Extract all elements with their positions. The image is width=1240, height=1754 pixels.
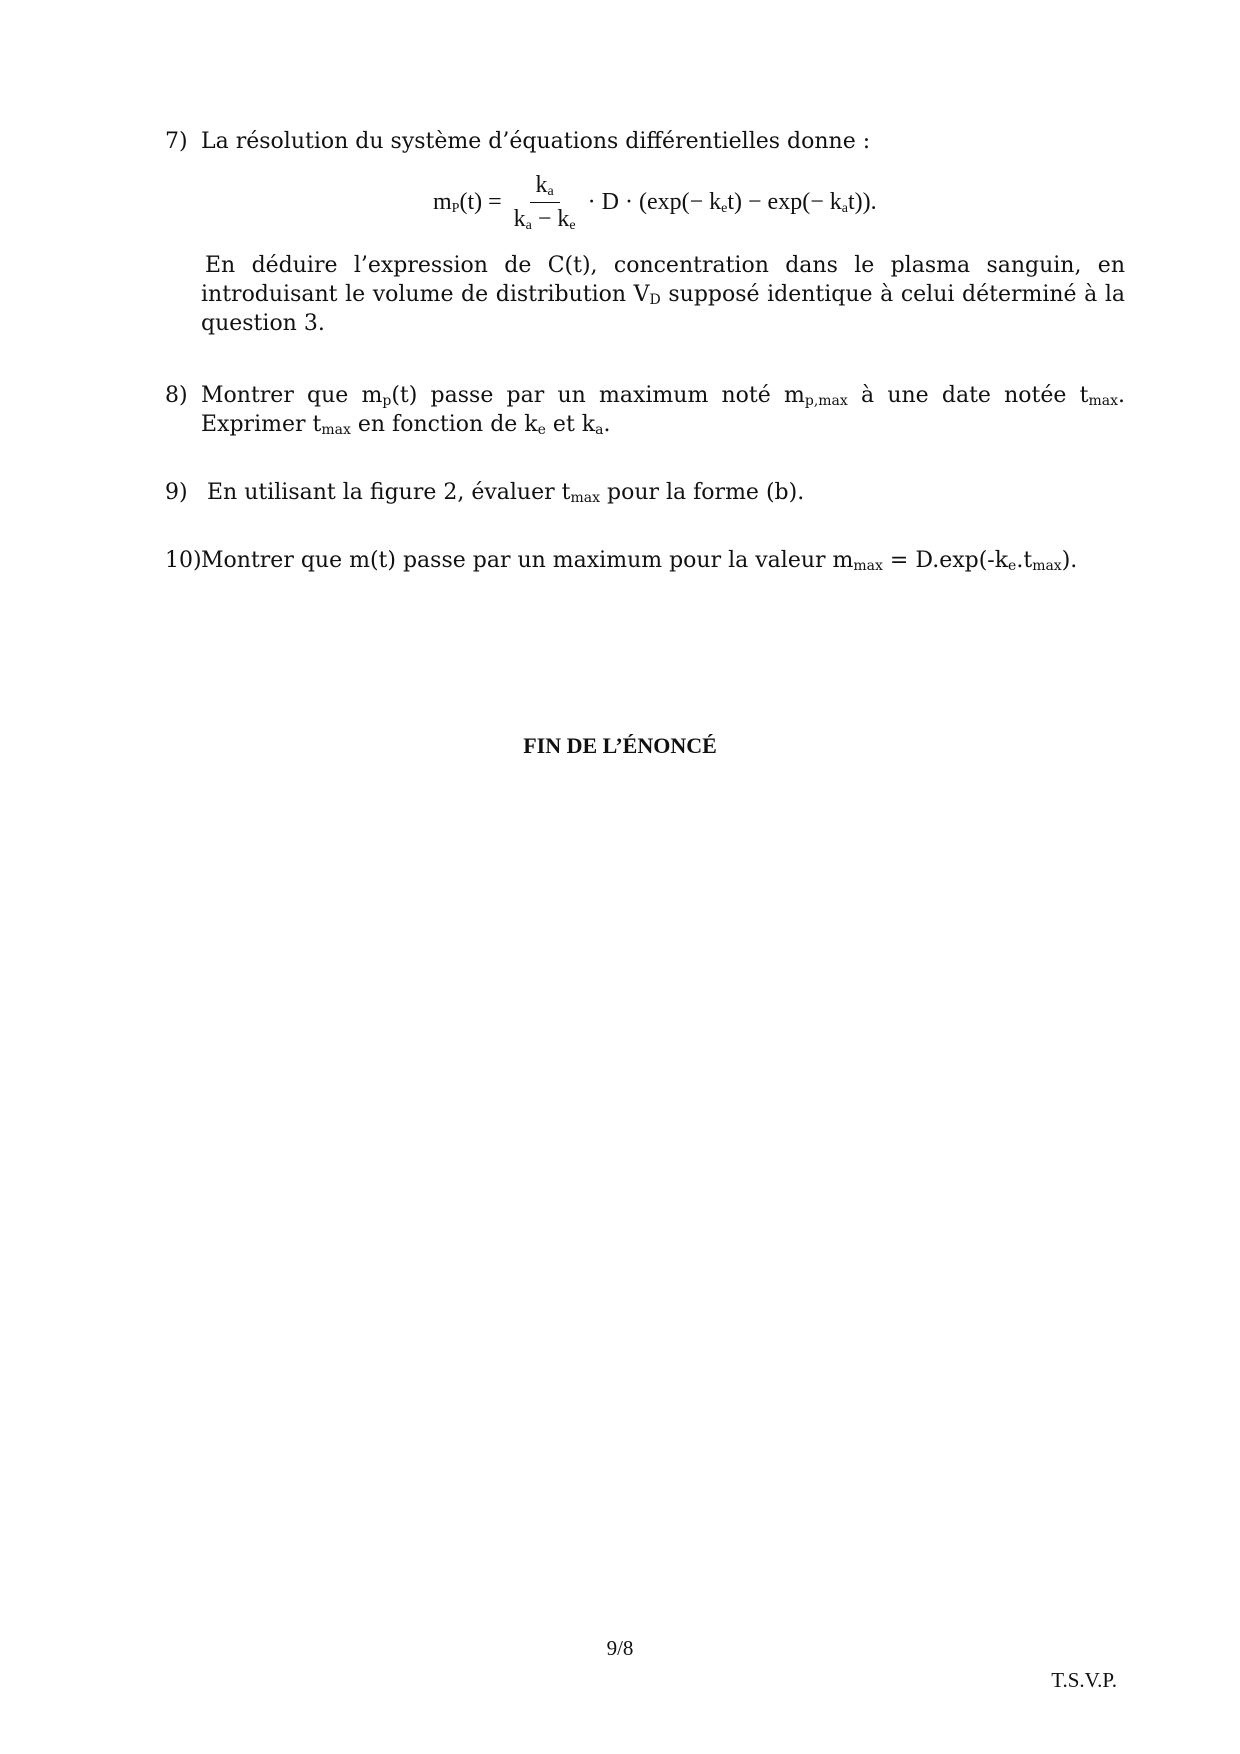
question-8 bbox=[165, 381, 1125, 439]
question-9-text: En utilisant la figure 2, évaluer $t_{max}$ pour la forme (b). bbox=[207, 480, 805, 506]
question-9-number: 9) bbox=[165, 480, 188, 505]
formula-numerator: $k_a$ bbox=[530, 172, 560, 203]
question-7 bbox=[165, 127, 1125, 156]
question-10 bbox=[165, 546, 1125, 575]
question-10-text: Montrer que m(t) passe par un maximum pour la valeur $m_{max} = D.\exp(-k_e.t_{max})$. bbox=[201, 548, 1078, 574]
formula-lhs: $m_P(t)$ = bbox=[433, 188, 502, 216]
formula-denominator: $k_a - k_e$ bbox=[513, 205, 576, 233]
question-8-number: 8) bbox=[165, 383, 188, 408]
question-10-number: 10) bbox=[165, 548, 202, 573]
question-7-followup: En déduire l’expression de C(t), concentration dans le plasma sanguin, en introduisant le volume de distribution $V_D$ supposé identique à celui déterminé à la question 3. bbox=[201, 253, 1125, 336]
question-9 bbox=[165, 478, 1125, 507]
formula-rhs: · $D \cdot (\exp(- k_et) - \exp(- k_at))$. bbox=[587, 188, 877, 216]
page-number: 9/8 bbox=[606, 1636, 634, 1660]
question-7-number: 7) bbox=[165, 129, 188, 154]
end-title: FIN DE L’ÉNONCÉ bbox=[523, 733, 717, 758]
question-7-text: La résolution du système d’équations différentielles donne : bbox=[201, 129, 871, 154]
question-8-text: Montrer que $m_p(t)$ passe par un maximum noté $m_{p,max}$ à une date notée $t_{max}$. Exprimer $t_{max}$ en fonction de $k_e$ et $k_a$. bbox=[201, 383, 1125, 438]
formula-fraction bbox=[508, 172, 582, 233]
turn-page-note: T.S.V.P. bbox=[1051, 1668, 1117, 1692]
formula-mp bbox=[433, 166, 877, 238]
